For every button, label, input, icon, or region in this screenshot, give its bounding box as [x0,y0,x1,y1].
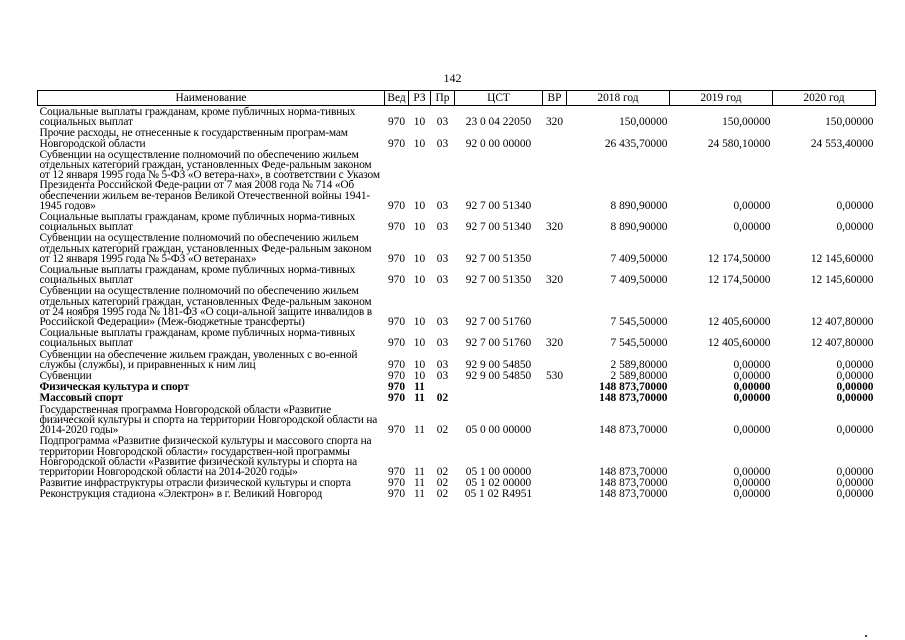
cell-name: Подпрограмма «Развитие физической культуры и массового спорта на территории Новгородской области» государствен-ной программы Новгородской области «Развитие физической культуры и спорта на территории Новгородской области на 2014-2020 годы» [39,435,372,478]
page-number: 142 [443,71,462,85]
cell-vr: 320 [545,221,564,233]
table-row [38,435,876,477]
cell-vr [543,349,567,370]
cell-ved: 970 [387,199,406,212]
cell-rz: 10 [413,116,426,128]
cell-vr: 320 [545,116,564,128]
cell-2018: 7 409,50000 [610,252,668,265]
cell-pr: 03 [436,358,449,371]
cell-cst [455,392,543,403]
cell-vr [543,232,567,264]
cell-cst: 23 0 04 22050 [465,116,532,128]
header-cst: ЦСТ [455,91,543,106]
header-rz: РЗ [409,91,431,106]
table-row [38,349,876,370]
cell-pr [431,381,455,392]
cell-ved: 970 [387,221,406,233]
cell-vr [543,392,567,403]
cell-cst: 05 1 02 R4951 [464,488,533,500]
cell-vr [543,127,567,148]
cell-2019: 12 174,50000 [707,274,771,286]
cell-rz: 11 [414,488,425,500]
cell-vr [543,435,567,477]
cell-ved: 970 [387,370,406,382]
cell-pr: 03 [436,316,449,328]
cell-2020: 0,00000 [836,477,874,489]
cell-vr [543,477,567,488]
cell-cst: 92 9 00 54850 [465,370,532,382]
cell-name: Субвенции на осуществление полномочий по обеспечению жильем отдельных категорий граждан, установленных Феде-ральным законом от 24 ноября 1995 года № 181-ФЗ «О соци-альной защите инвалидов в Российской Федерации» (Меж-бюджетные трансферты) [39,285,373,328]
cell-cst [455,381,543,392]
cell-cst: 92 7 00 51350 [465,252,532,265]
cell-2019: 0,00000 [733,370,771,382]
cell-ved: 970 [387,337,406,349]
cell-vr: 320 [545,274,564,286]
cell-rz: 10 [413,274,426,286]
cell-2018: 148 873,70000 [599,465,668,478]
table-row [38,149,876,211]
cell-pr: 03 [436,137,449,149]
table-row [38,285,876,327]
cell-rz: 10 [413,337,426,349]
cell-2018: 26 435,70000 [604,137,668,149]
cell-pr: 02 [436,465,449,478]
cell-name: Массовый спорт [39,392,123,404]
cell-2019: 0,00000 [733,477,771,489]
cell-2018: 148 873,70000 [599,392,668,404]
cell-name: Физическая культура и спорт [39,381,190,393]
cell-name: Реконструкция стадиона «Электрон» в г. Великий Новгород [39,488,323,500]
table-header-row [38,91,876,106]
cell-vr [543,381,567,392]
cell-ved: 970 [387,424,406,436]
cell-ved: 970 [387,137,406,149]
cell-2020: 24 553,40000 [810,137,874,149]
cell-cst: 05 1 02 00000 [465,477,532,489]
cell-2018: 8 890,90000 [610,221,668,233]
table-row [38,232,876,264]
cell-2020: 150,00000 [825,116,874,128]
cell-name: Социальные выплаты гражданам, кроме публичных норма-тивных социальных выплат [39,264,356,286]
cell-cst: 05 1 00 00000 [465,465,532,478]
cell-name: Субвенции на осуществление полномочий по обеспечению жильем отдельных категорий граждан, установленных Феде-ральным законом от 12 января 1995 года № 5-ФЗ «О ветера-нах», в соответствии с Указом Президента Российской Феде-рации от 7 мая 2008 года № 714 «Об обеспечении жильем ве-теранов Великой Отечественной войны 1941-1945 годов» [39,148,380,212]
cell-pr: 03 [436,199,449,212]
cell-rz: 10 [413,358,426,371]
cell-ved: 970 [387,477,406,489]
cell-2020: 0,00000 [836,392,874,404]
cell-2018: 148 873,70000 [599,381,668,393]
cell-cst: 92 7 00 51760 [465,337,532,349]
cell-rz: 10 [413,316,426,328]
table-row [38,381,876,392]
cell-vr [543,404,567,436]
cell-cst: 92 9 00 54850 [465,358,532,371]
cell-rz: 11 [414,465,425,478]
cell-ved: 970 [387,358,406,371]
cell-pr: 03 [436,252,449,265]
cell-ved: 970 [387,381,406,393]
table-row [38,477,876,488]
cell-vr [543,285,567,327]
cell-2018: 148 873,70000 [599,488,668,500]
cell-rz: 11 [414,392,425,404]
cell-2019: 24 580,10000 [707,137,771,149]
table-row [38,264,876,285]
header-ved: Вед [385,91,409,106]
cell-2020: 12 407,80000 [810,337,874,349]
header-2018: 2018 год [567,91,670,106]
cell-rz: 10 [413,137,426,149]
cell-2018: 2 589,80000 [610,358,668,371]
header-pr: Пр [431,91,455,106]
cell-2020: 0,00000 [836,381,874,393]
cell-2019: 0,00000 [733,465,771,478]
cell-2019: 0,00000 [733,424,771,436]
cell-2019: 12 405,60000 [707,316,771,328]
cell-2018: 7 545,50000 [610,337,668,349]
table-row [38,127,876,148]
cell-2018: 148 873,70000 [599,477,668,489]
cell-name: Прочие расходы, не отнесенные к государственным програм-мам Новгородской области [39,127,348,149]
cell-name: Развитие инфраструктуры отрасли физической культуры и спорта [39,477,351,489]
header-vr: ВР [543,91,567,106]
cell-ved: 970 [387,116,406,128]
cell-2018: 150,00000 [619,116,668,128]
table-row [38,106,876,128]
cell-name: Субвенции [39,370,92,382]
cell-ved: 970 [387,316,406,328]
cell-2020: 0,00000 [836,358,874,371]
cell-rz: 11 [414,381,425,393]
cell-2018: 8 890,90000 [610,199,668,212]
cell-ved: 970 [387,488,406,500]
cell-2019: 12 174,50000 [707,252,771,265]
cell-rz: 10 [413,199,426,212]
cell-2019: 150,00000 [722,116,771,128]
cell-2020: 0,00000 [836,199,874,212]
cell-rz: 11 [414,424,425,436]
cell-2019: 12 405,60000 [707,337,771,349]
table-row [38,404,876,436]
cell-name: Социальные выплаты гражданам, кроме публичных норма-тивных социальных выплат [39,106,356,128]
scan-mark [865,635,867,637]
cell-2020: 0,00000 [836,424,874,436]
cell-2019: 0,00000 [733,199,771,212]
cell-2020: 0,00000 [836,488,874,500]
cell-cst: 92 7 00 51760 [465,316,532,328]
cell-2020: 0,00000 [836,221,874,233]
cell-ved: 970 [387,465,406,478]
cell-pr: 03 [436,274,449,286]
table-row [38,370,876,381]
cell-pr: 03 [436,221,449,233]
table-row [38,327,876,348]
table-row [38,392,876,403]
table-row [38,488,876,499]
cell-name: Социальные выплаты гражданам, кроме публичных норма-тивных социальных выплат [39,211,356,233]
cell-pr: 02 [436,488,449,500]
cell-2018: 2 589,80000 [610,370,668,382]
table-row [38,211,876,232]
cell-cst: 92 7 00 51340 [465,221,532,233]
cell-ved: 970 [387,274,406,286]
cell-ved: 970 [387,252,406,265]
header-2019: 2019 год [670,91,773,106]
cell-2020: 12 145,60000 [810,252,874,265]
cell-rz: 10 [413,252,426,265]
cell-rz: 10 [413,221,426,233]
cell-2020: 12 145,60000 [810,274,874,286]
cell-2018: 7 545,50000 [610,316,668,328]
cell-pr: 02 [436,424,449,436]
cell-name: Субвенции на осуществление полномочий по обеспечению жильем отдельных категорий граждан, установленных Феде-ральным законом от 12 января 1995 года № 5-ФЗ «О ветеранах» [39,232,372,265]
cell-vr: 530 [545,370,564,382]
cell-pr: 03 [436,337,449,349]
cell-cst: 05 0 00 00000 [465,424,532,436]
cell-2018: 148 873,70000 [599,424,668,436]
cell-name: Государственная программа Новгородской области «Развитие физической культуры и спорта на территории Новгородской области на 2014-2020 годы» [39,403,378,436]
cell-2019: 0,00000 [733,358,771,371]
cell-vr: 320 [545,337,564,349]
cell-rz: 10 [413,370,426,382]
header-2020: 2020 год [773,91,876,106]
table-body [38,106,876,500]
cell-pr: 03 [436,116,449,128]
cell-cst: 92 0 00 00000 [465,137,532,149]
cell-vr [543,488,567,499]
cell-2019: 0,00000 [733,488,771,500]
cell-name: Субвенции на обеспечение жильем граждан, уволенных с во-енной службы (службы), и приравненных к ним лиц [39,348,358,371]
header-name: Наименование [38,91,385,106]
cell-pr: 03 [436,370,449,382]
cell-2018: 7 409,50000 [610,274,668,286]
cell-rz: 11 [414,477,425,489]
cell-name: Социальные выплаты гражданам, кроме публичных норма-тивных социальных выплат [39,327,356,349]
cell-2019: 0,00000 [733,221,771,233]
cell-vr [543,149,567,211]
cell-2019: 0,00000 [733,392,771,404]
cell-2020: 0,00000 [836,465,874,478]
cell-2020: 0,00000 [836,370,874,382]
cell-pr: 02 [436,477,449,489]
cell-ved: 970 [387,392,406,404]
cell-cst: 92 7 00 51340 [465,199,532,212]
cell-pr: 02 [436,392,449,404]
budget-table [37,90,876,500]
cell-cst: 92 7 00 51350 [465,274,532,286]
cell-2020: 12 407,80000 [810,316,874,328]
cell-2019: 0,00000 [733,381,771,393]
